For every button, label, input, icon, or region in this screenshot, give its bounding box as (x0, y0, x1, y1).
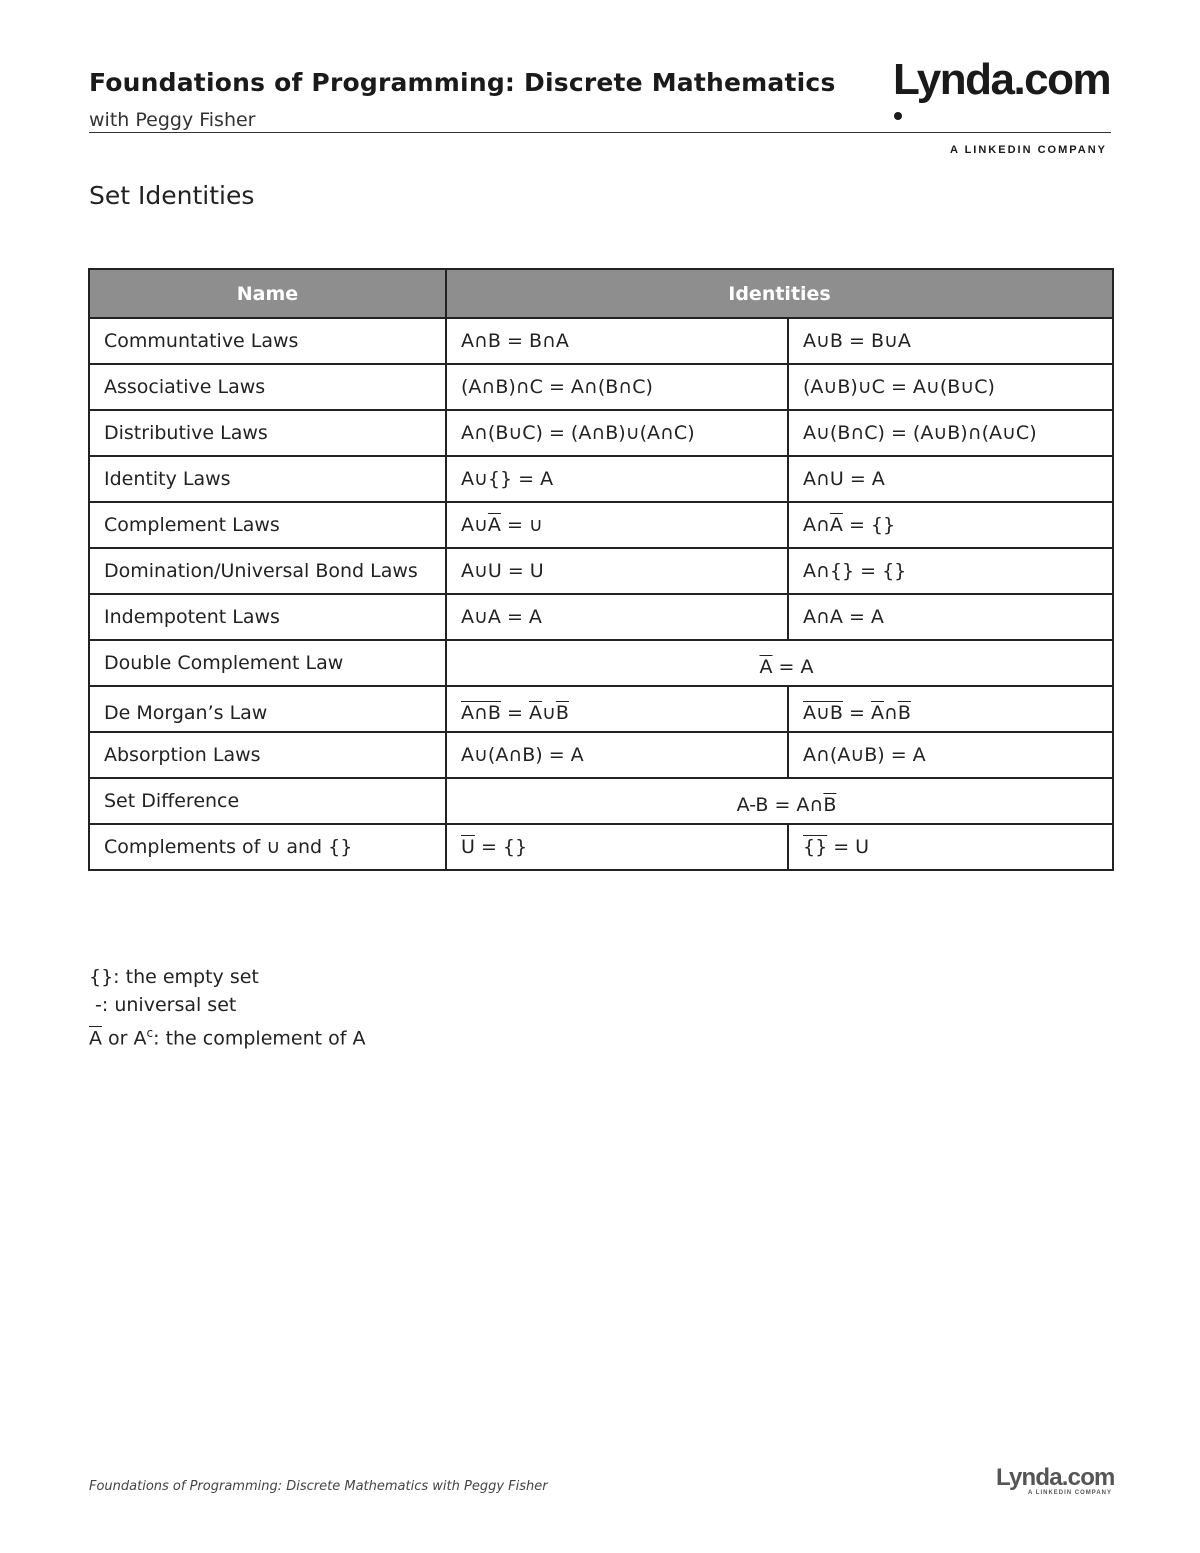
complement-term: $\overline{A}$ (89, 1027, 102, 1050)
superscript-c: c (146, 1026, 154, 1040)
identity-cell: A∪(A∩B) = A (446, 732, 788, 778)
law-name: Complement Laws (89, 502, 446, 548)
table-row (89, 410, 1113, 456)
law-name: Domination/Universal Bond Laws (89, 548, 446, 594)
identity-cell: A∩A = A (788, 594, 1113, 640)
table-row (89, 364, 1113, 410)
identity-part: A-B = A∩ (736, 794, 824, 816)
law-name: Identity Laws (89, 456, 446, 502)
identity-cell: A∪(B∩C) = (A∪B)∩(A∪C) (788, 410, 1113, 456)
section-title: Set Identities (89, 181, 255, 210)
identity-cell (446, 502, 788, 548)
footer-logo-tagline: A LINKEDIN COMPANY (1028, 1490, 1112, 1496)
table-row (89, 686, 1113, 732)
identity-part: = {} (474, 836, 528, 858)
identity-part: = A (772, 656, 814, 678)
identity-part: = U (827, 836, 870, 858)
complement-term: A∩B (461, 702, 501, 724)
note-part: : the complement of A (153, 1027, 366, 1050)
law-name: Double Complement Law (89, 640, 446, 686)
identity-cell: A∩(A∪B) = A (788, 732, 1113, 778)
identity-part: = ∪ (500, 514, 543, 536)
column-header-name: Name (89, 269, 446, 318)
identity-cell (788, 686, 1113, 732)
table-row (89, 778, 1113, 824)
complement-term: $\overline{B}$ (897, 702, 911, 724)
law-name: Distributive Laws (89, 410, 446, 456)
note-universal-set: -: universal set (89, 994, 237, 1016)
logo-tagline: A LINKEDIN COMPANY (950, 144, 1107, 156)
complement-term: A∪B (803, 702, 843, 724)
note-part: or A (102, 1027, 147, 1050)
lynda-logo (893, 55, 1115, 156)
complement-term: $\overline{B}$ (823, 794, 837, 816)
column-header-identities: Identities (446, 269, 1113, 318)
identity-cell-spanning (446, 640, 1113, 686)
identity-cell: (A∪B)∪C = A∪(B∪C) (788, 364, 1113, 410)
complement-term: {} (803, 836, 828, 858)
footer-logo-wordmark: Lynda.com (996, 1464, 1115, 1491)
identity-cell: (A∩B)∩C = A∩(B∩C) (446, 364, 788, 410)
table-row (89, 456, 1113, 502)
identity-cell: A∪{} = A (446, 456, 788, 502)
table-row (89, 502, 1113, 548)
identity-cell: A∩U = A (788, 456, 1113, 502)
table-row (89, 548, 1113, 594)
notation-legend (89, 963, 365, 1052)
table-row (89, 318, 1113, 364)
table-header-row (89, 269, 1113, 318)
law-name: Indempotent Laws (89, 594, 446, 640)
identity-part: A∩ (803, 514, 830, 536)
logo-wordmark: Lynda.com (893, 55, 1111, 104)
law-name: Associative Laws (89, 364, 446, 410)
note-empty-set: {}: the empty set (89, 966, 259, 988)
footer-logo (996, 1466, 1116, 1496)
table-row (89, 640, 1113, 686)
law-name: Communtative Laws (89, 318, 446, 364)
table-row (89, 732, 1113, 778)
logo-dot-icon (894, 112, 902, 120)
complement-term: $\overline{A}$ (487, 514, 501, 536)
law-name (89, 686, 446, 732)
identity-cell: A∩B = B∩A (446, 318, 788, 364)
identity-cell-spanning (446, 778, 1113, 824)
law-name: Complements of ∪ and {} (89, 824, 446, 870)
law-name: Set Difference (89, 778, 446, 824)
footer-text: Foundations of Programming: Discrete Mathematics with Peggy Fisher (89, 1479, 548, 1494)
complement-term: $\overline{U}$ (461, 836, 475, 858)
identity-cell (788, 502, 1113, 548)
table-row (89, 824, 1113, 870)
identity-cell (446, 824, 788, 870)
document-title: Foundations of Programming: Discrete Mathematics (89, 68, 836, 97)
complement-term: $\overline{A}$ (829, 514, 843, 536)
identity-part: A∪ (461, 514, 488, 536)
complement-term: $\overline{A}$ (528, 702, 542, 724)
identity-part: ∪ (541, 702, 556, 724)
identity-cell (788, 824, 1113, 870)
law-name-text: De Morgan’s Law (104, 702, 268, 724)
identity-part: ∩ (883, 702, 898, 724)
identity-part: = (500, 702, 529, 724)
identity-cell: A∩{} = {} (788, 548, 1113, 594)
identity-cell (446, 686, 788, 732)
identity-cell: A∪A = A (446, 594, 788, 640)
complement-term: $\overline{B}$ (555, 702, 569, 724)
identity-cell: A∩(B∪C) = (A∩B)∪(A∩C) (446, 410, 788, 456)
identity-part: = {} (842, 514, 896, 536)
identity-cell: A∪U = U (446, 548, 788, 594)
identity-cell: A∪B = B∪A (788, 318, 1113, 364)
law-name: Absorption Laws (89, 732, 446, 778)
document-subtitle: with Peggy Fisher (89, 109, 256, 131)
complement-term: $\overline{A}$ (870, 702, 884, 724)
header-divider (89, 132, 1111, 133)
table-row (89, 594, 1113, 640)
double-complement-term: $\overline{A}$ (759, 656, 773, 678)
note-complement (89, 1019, 365, 1052)
set-identities-table (88, 268, 1114, 871)
identity-part: = (842, 702, 871, 724)
